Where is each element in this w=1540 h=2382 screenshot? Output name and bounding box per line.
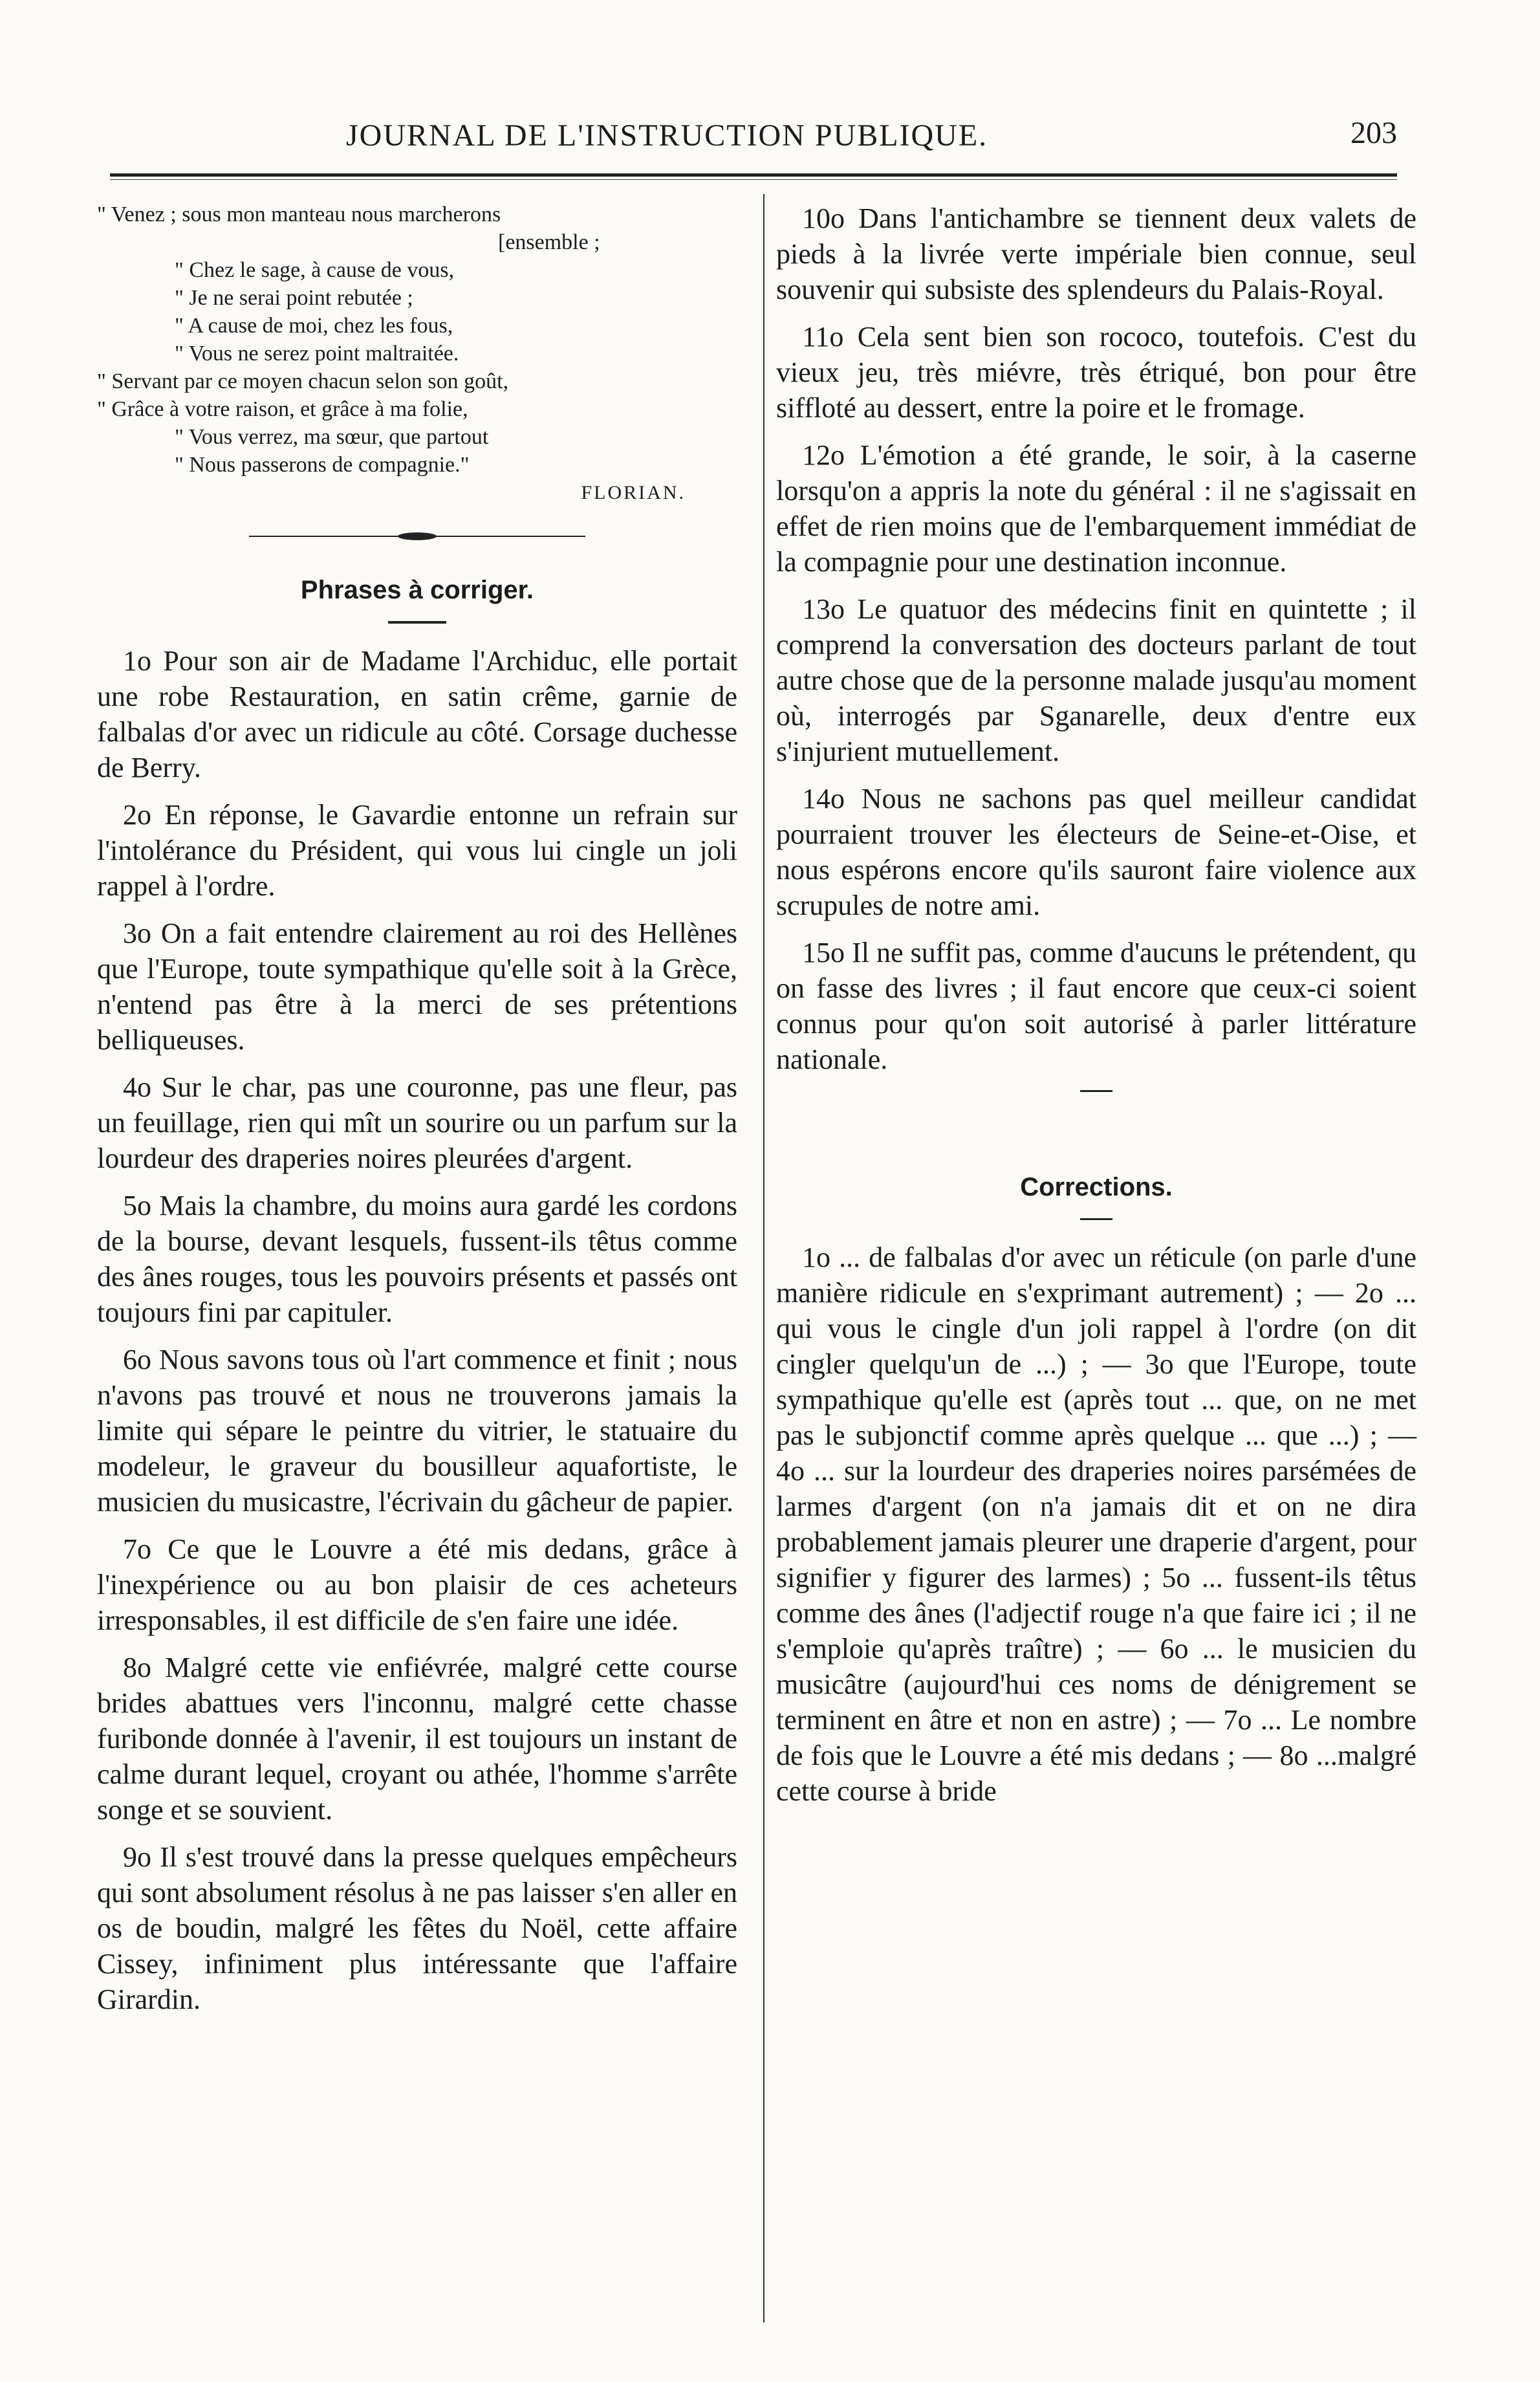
poem-line: " Nous passerons de compagnie." <box>175 453 470 477</box>
poem-line: " Venez ; sous mon manteau nous marcherons <box>97 202 501 226</box>
phrase-item: 2o En réponse, le Gavardie entonne un refrain sur l'intolérance du Président, qui vous lui cingle un joli rappel à l'ordre. <box>97 799 737 902</box>
corrections-text: 1o ... de falbalas d'or avec un réticule (on parle d'une manière ridicule en s'exprimant autrement) ; — 2o ... qui vous le cingle d'un joli rappel à l'ordre (on dit cingler quelqu'un de ...) ; — 3o que l'Europe, toute sympathique qu'elle est (après tout ... que, on ne met pas le subjonctif comme après quelque ... que ...) ; — 4o ... sur la lourdeur des draperies noires parsémées de larmes d'argent (on n'a jamais dit et on ne dira probablement jamais pleurer une draperie d'argent, pour signifier y figurer des larmes) ; 5o ... fussent-ils têtus comme des ânes (l'adjectif rouge n'a que faire ici ; il ne s'emploie qu'après traître) ; — 6o ... le musicien du musicâtre (aujourd'hui ces noms de dénigrement se terminent en âtre et non en astre) ; — 7o ... Le nombre de fois que le Louvre a été mis dedans ; — 8o ...malgré cette course à bride <box>776 1241 1416 1807</box>
phrase-item: 15o Il ne suffit pas, comme d'aucuns le prétendent, qu on fasse des livres ; il faut encore que ceux-ci soient connus pour qu'on soit autorisé à parler littérature nationale. <box>776 937 1416 1075</box>
title-rule <box>1080 1218 1112 1220</box>
section-rule <box>1080 1090 1112 1092</box>
poem-line: " A cause de moi, chez les fous, <box>175 314 453 338</box>
page-header <box>97 109 1423 160</box>
poem-line: " Chez le sage, à cause de vous, <box>175 258 455 282</box>
left-column <box>97 201 737 2029</box>
phrase-item: 12o L'émotion a été grande, le soir, à la caserne lorsqu'on a appris la note du général : il ne s'agissait en effet de rien moins que de l'embarquement immédiat de la compagnie pour une destination inconnue. <box>776 439 1416 578</box>
phrase-item: 3o On a fait entendre clairement au roi des Hellènes que l'Europe, toute sympathique qu'elle soit à la Grèce, n'entend pas être à la merci de ses prétentions belliqueuses. <box>97 917 737 1056</box>
header-rule <box>110 173 1397 180</box>
poem-line: [ensemble ; <box>498 230 600 254</box>
right-column <box>776 201 1416 1809</box>
phrase-item: 6o Nous savons tous où l'art commence et finit ; nous n'avons pas trouvé et nous ne trouverons jamais la limite qui sépare le peintre du vitrier, le statuaire du modeleur, le graveur du bousilleur aquafortiste, le musicien du musicastre, l'écrivain du gâcheur de papier. <box>97 1344 737 1518</box>
phrase-item: 13o Le quatuor des médecins finit en quintette ; il comprend la conversation des docteurs parlant de tout autre chose que de la personne malade jusqu'au moment où, interrogés par Sganarelle, deux d'entre eux s'injurient mutuellement. <box>776 593 1416 767</box>
corrections-title: Corrections. <box>1020 1173 1173 1201</box>
title-rule <box>388 621 446 624</box>
poem <box>97 201 737 507</box>
poem-line: " Vous verrez, ma sœur, que partout <box>175 425 489 449</box>
phrase-item: 8o Malgré cette vie enfiévrée, malgré cette course brides abattues vers l'inconnu, malgré cette chasse furibonde donnée à l'avenir, il est toujours un instant de calme durant lequel, croyant ou athée, l'homme s'arrête songe et se souvient. <box>97 1652 737 1826</box>
poem-line: " Je ne serai point rebutée ; <box>175 286 413 310</box>
poem-line: " Vous ne serez point maltraitée. <box>175 342 459 366</box>
phrase-item: 10o Dans l'antichambre se tiennent deux valets de pieds à la livrée verte impériale bien connue, seul souvenir qui subsiste des splendeurs du Palais-Royal. <box>776 202 1416 305</box>
ornament-divider <box>249 532 585 540</box>
phrase-item: 7o Ce que le Louvre a été mis dedans, grâce à l'inexpérience ou au bon plaisir de ces acheteurs irresponsables, il est difficile de s'en faire une idée. <box>97 1533 737 1636</box>
phrase-item: 14o Nous ne sachons pas quel meilleur candidat pourraient trouver les électeurs de Seine-et-Oise, et nous espérons encore qu'ils sauront faire violence aux scrupules de notre ami. <box>776 783 1416 921</box>
phrase-item: 11o Cela sent bien son rococo, toutefois. C'est du vieux jeu, très miévre, très étriqué, bon pour être siffloté au dessert, entre la poire et le fromage. <box>776 321 1416 424</box>
poem-line: " Grâce à votre raison, et grâce à ma folie, <box>97 397 468 421</box>
spacer <box>776 1111 1416 1170</box>
phrase-item: 5o Mais la chambre, du moins aura gardé les cordons de la bourse, devant lesquels, fussent-ils têtus comme des ânes rouges, tous les pouvoirs présents et passés ont toujours fini par capituler. <box>97 1190 737 1328</box>
phrase-item: 9o Il s'est trouvé dans la presse quelques empêcheurs qui sont absolument résolus à ne pas laisser s'en aller en os de boudin, malgré les fêtes du Noël, cette affaire Cissey, infiniment plus intéressante que l'affaire Girardin. <box>97 1841 737 2015</box>
phrases-title: Phrases à corriger. <box>300 576 534 604</box>
page-number: 203 <box>1350 116 1397 150</box>
poem-author: FLORIAN. <box>581 482 686 503</box>
poem-line: " Servant par ce moyen chacun selon son goût, <box>97 369 509 393</box>
phrase-item: 1o Pour son air de Madame l'Archiduc, elle portait une robe Restauration, en satin crême, garnie de falbalas d'or avec un ridicule au côté. Corsage duchesse de Berry. <box>97 645 737 783</box>
column-divider <box>763 194 765 2322</box>
phrase-item: 4o Sur le char, pas une couronne, pas une fleur, pas un feuillage, rien qui mît un sourire ou un parfum sur la lourdeur des draperies noires pleurées d'argent. <box>97 1071 737 1174</box>
journal-title: JOURNAL DE L'INSTRUCTION PUBLIQUE. <box>346 118 988 153</box>
